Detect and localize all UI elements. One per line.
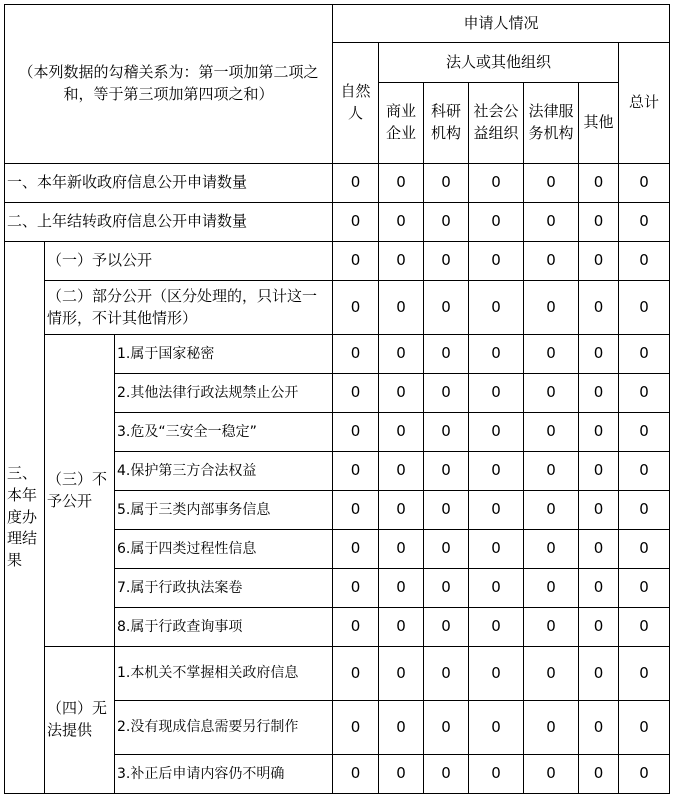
row-label: （二）部分公开（区分处理的，只计这一情形，不计其他情形） [45,281,333,335]
value-cell: 0 [524,164,579,203]
group4-label: （四）无法提供 [45,647,115,794]
value-cell: 0 [379,374,424,413]
row-label: 3.危及“三安全一稳定” [115,413,333,452]
natural-person-header: 自然人 [333,43,379,164]
value-cell: 0 [524,530,579,569]
value-cell: 0 [469,491,524,530]
value-cell: 0 [619,452,670,491]
value-cell: 0 [424,203,469,242]
total-header: 总计 [619,43,670,164]
value-cell: 0 [424,755,469,794]
value-cell: 0 [469,569,524,608]
value-cell: 0 [524,452,579,491]
value-cell: 0 [579,701,619,755]
legal-service-header: 法律服务机构 [524,83,579,164]
value-cell: 0 [579,452,619,491]
value-cell: 0 [469,701,524,755]
public-welfare-header: 社会公益组织 [469,83,524,164]
legal-or-other-header: 法人或其他组织 [379,43,619,83]
value-cell: 0 [619,569,670,608]
value-cell: 0 [469,335,524,374]
value-cell: 0 [424,335,469,374]
value-cell: 0 [333,374,379,413]
section3-label: 三、本年度办理结果 [5,242,45,794]
value-cell: 0 [333,281,379,335]
value-cell: 0 [619,647,670,701]
value-cell: 0 [579,164,619,203]
value-cell: 0 [379,530,424,569]
value-cell: 0 [619,242,670,281]
value-cell: 0 [424,242,469,281]
value-cell: 0 [579,755,619,794]
value-cell: 0 [469,755,524,794]
value-cell: 0 [333,647,379,701]
row-label: 2.其他法律行政法规禁止公开 [115,374,333,413]
value-cell: 0 [524,335,579,374]
value-cell: 0 [524,491,579,530]
value-cell: 0 [424,491,469,530]
value-cell: 0 [424,281,469,335]
row-label: 1.本机关不掌握相关政府信息 [115,647,333,701]
value-cell: 0 [469,203,524,242]
value-cell: 0 [524,281,579,335]
value-cell: 0 [524,242,579,281]
row-label: 一、本年新收政府信息公开申请数量 [5,164,333,203]
value-cell: 0 [469,374,524,413]
table-row [5,335,670,374]
value-cell: 0 [424,647,469,701]
value-cell: 0 [333,608,379,647]
value-cell: 0 [579,491,619,530]
value-cell: 0 [619,203,670,242]
value-cell: 0 [379,242,424,281]
group3-label: （三）不予公开 [45,335,115,647]
value-cell: 0 [469,452,524,491]
value-cell: 0 [469,413,524,452]
value-cell: 0 [424,530,469,569]
table-row [5,647,670,701]
value-cell: 0 [579,608,619,647]
value-cell: 0 [579,281,619,335]
value-cell: 0 [524,755,579,794]
value-cell: 0 [379,335,424,374]
row-label: 8.属于行政查询事项 [115,608,333,647]
value-cell: 0 [333,569,379,608]
value-cell: 0 [379,491,424,530]
row-label: 1.属于国家秘密 [115,335,333,374]
note-cell: （本列数据的勾稽关系为：第一项加第二项之和，等于第三项加第四项之和） [5,5,333,164]
value-cell: 0 [579,242,619,281]
value-cell: 0 [619,608,670,647]
value-cell: 0 [379,452,424,491]
value-cell: 0 [424,413,469,452]
value-cell: 0 [379,413,424,452]
value-cell: 0 [333,530,379,569]
value-cell: 0 [579,335,619,374]
value-cell: 0 [524,647,579,701]
table-row [5,164,670,203]
table-row [5,281,670,335]
value-cell: 0 [619,281,670,335]
value-cell: 0 [524,374,579,413]
value-cell: 0 [619,530,670,569]
value-cell: 0 [619,701,670,755]
value-cell: 0 [579,530,619,569]
value-cell: 0 [619,335,670,374]
value-cell: 0 [333,452,379,491]
value-cell: 0 [579,569,619,608]
row-label: 3.补正后申请内容仍不明确 [115,755,333,794]
value-cell: 0 [579,374,619,413]
value-cell: 0 [379,281,424,335]
value-cell: 0 [619,413,670,452]
value-cell: 0 [424,374,469,413]
disclosure-statistics-table [4,4,670,794]
value-cell: 0 [424,452,469,491]
value-cell: 0 [333,335,379,374]
value-cell: 0 [379,755,424,794]
value-cell: 0 [333,413,379,452]
applicant-info-header: 申请人情况 [333,5,670,43]
value-cell: 0 [424,701,469,755]
value-cell: 0 [333,701,379,755]
value-cell: 0 [579,413,619,452]
value-cell: 0 [379,608,424,647]
value-cell: 0 [469,281,524,335]
row-label: 7.属于行政执法案卷 [115,569,333,608]
value-cell: 0 [333,491,379,530]
value-cell: 0 [379,647,424,701]
value-cell: 0 [379,569,424,608]
value-cell: 0 [469,242,524,281]
value-cell: 0 [333,203,379,242]
row-label: 4.保护第三方合法权益 [115,452,333,491]
value-cell: 0 [333,242,379,281]
value-cell: 0 [524,203,579,242]
value-cell: 0 [469,164,524,203]
value-cell: 0 [524,608,579,647]
value-cell: 0 [469,608,524,647]
commercial-header: 商业企业 [379,83,424,164]
row-label: 6.属于四类过程性信息 [115,530,333,569]
value-cell: 0 [333,164,379,203]
table-row [5,242,670,281]
value-cell: 0 [379,203,424,242]
value-cell: 0 [524,701,579,755]
value-cell: 0 [379,164,424,203]
value-cell: 0 [579,203,619,242]
value-cell: 0 [424,164,469,203]
value-cell: 0 [469,530,524,569]
value-cell: 0 [424,608,469,647]
row-label: 5.属于三类内部事务信息 [115,491,333,530]
value-cell: 0 [424,569,469,608]
value-cell: 0 [333,755,379,794]
row-label: （一）予以公开 [45,242,333,281]
other-header: 其他 [579,83,619,164]
value-cell: 0 [619,491,670,530]
row-label: 二、上年结转政府信息公开申请数量 [5,203,333,242]
value-cell: 0 [619,755,670,794]
value-cell: 0 [379,701,424,755]
value-cell: 0 [619,374,670,413]
value-cell: 0 [524,569,579,608]
row-label: 2.没有现成信息需要另行制作 [115,701,333,755]
research-header: 科研机构 [424,83,469,164]
value-cell: 0 [579,647,619,701]
value-cell: 0 [524,413,579,452]
table-row [5,203,670,242]
value-cell: 0 [469,647,524,701]
value-cell: 0 [619,164,670,203]
